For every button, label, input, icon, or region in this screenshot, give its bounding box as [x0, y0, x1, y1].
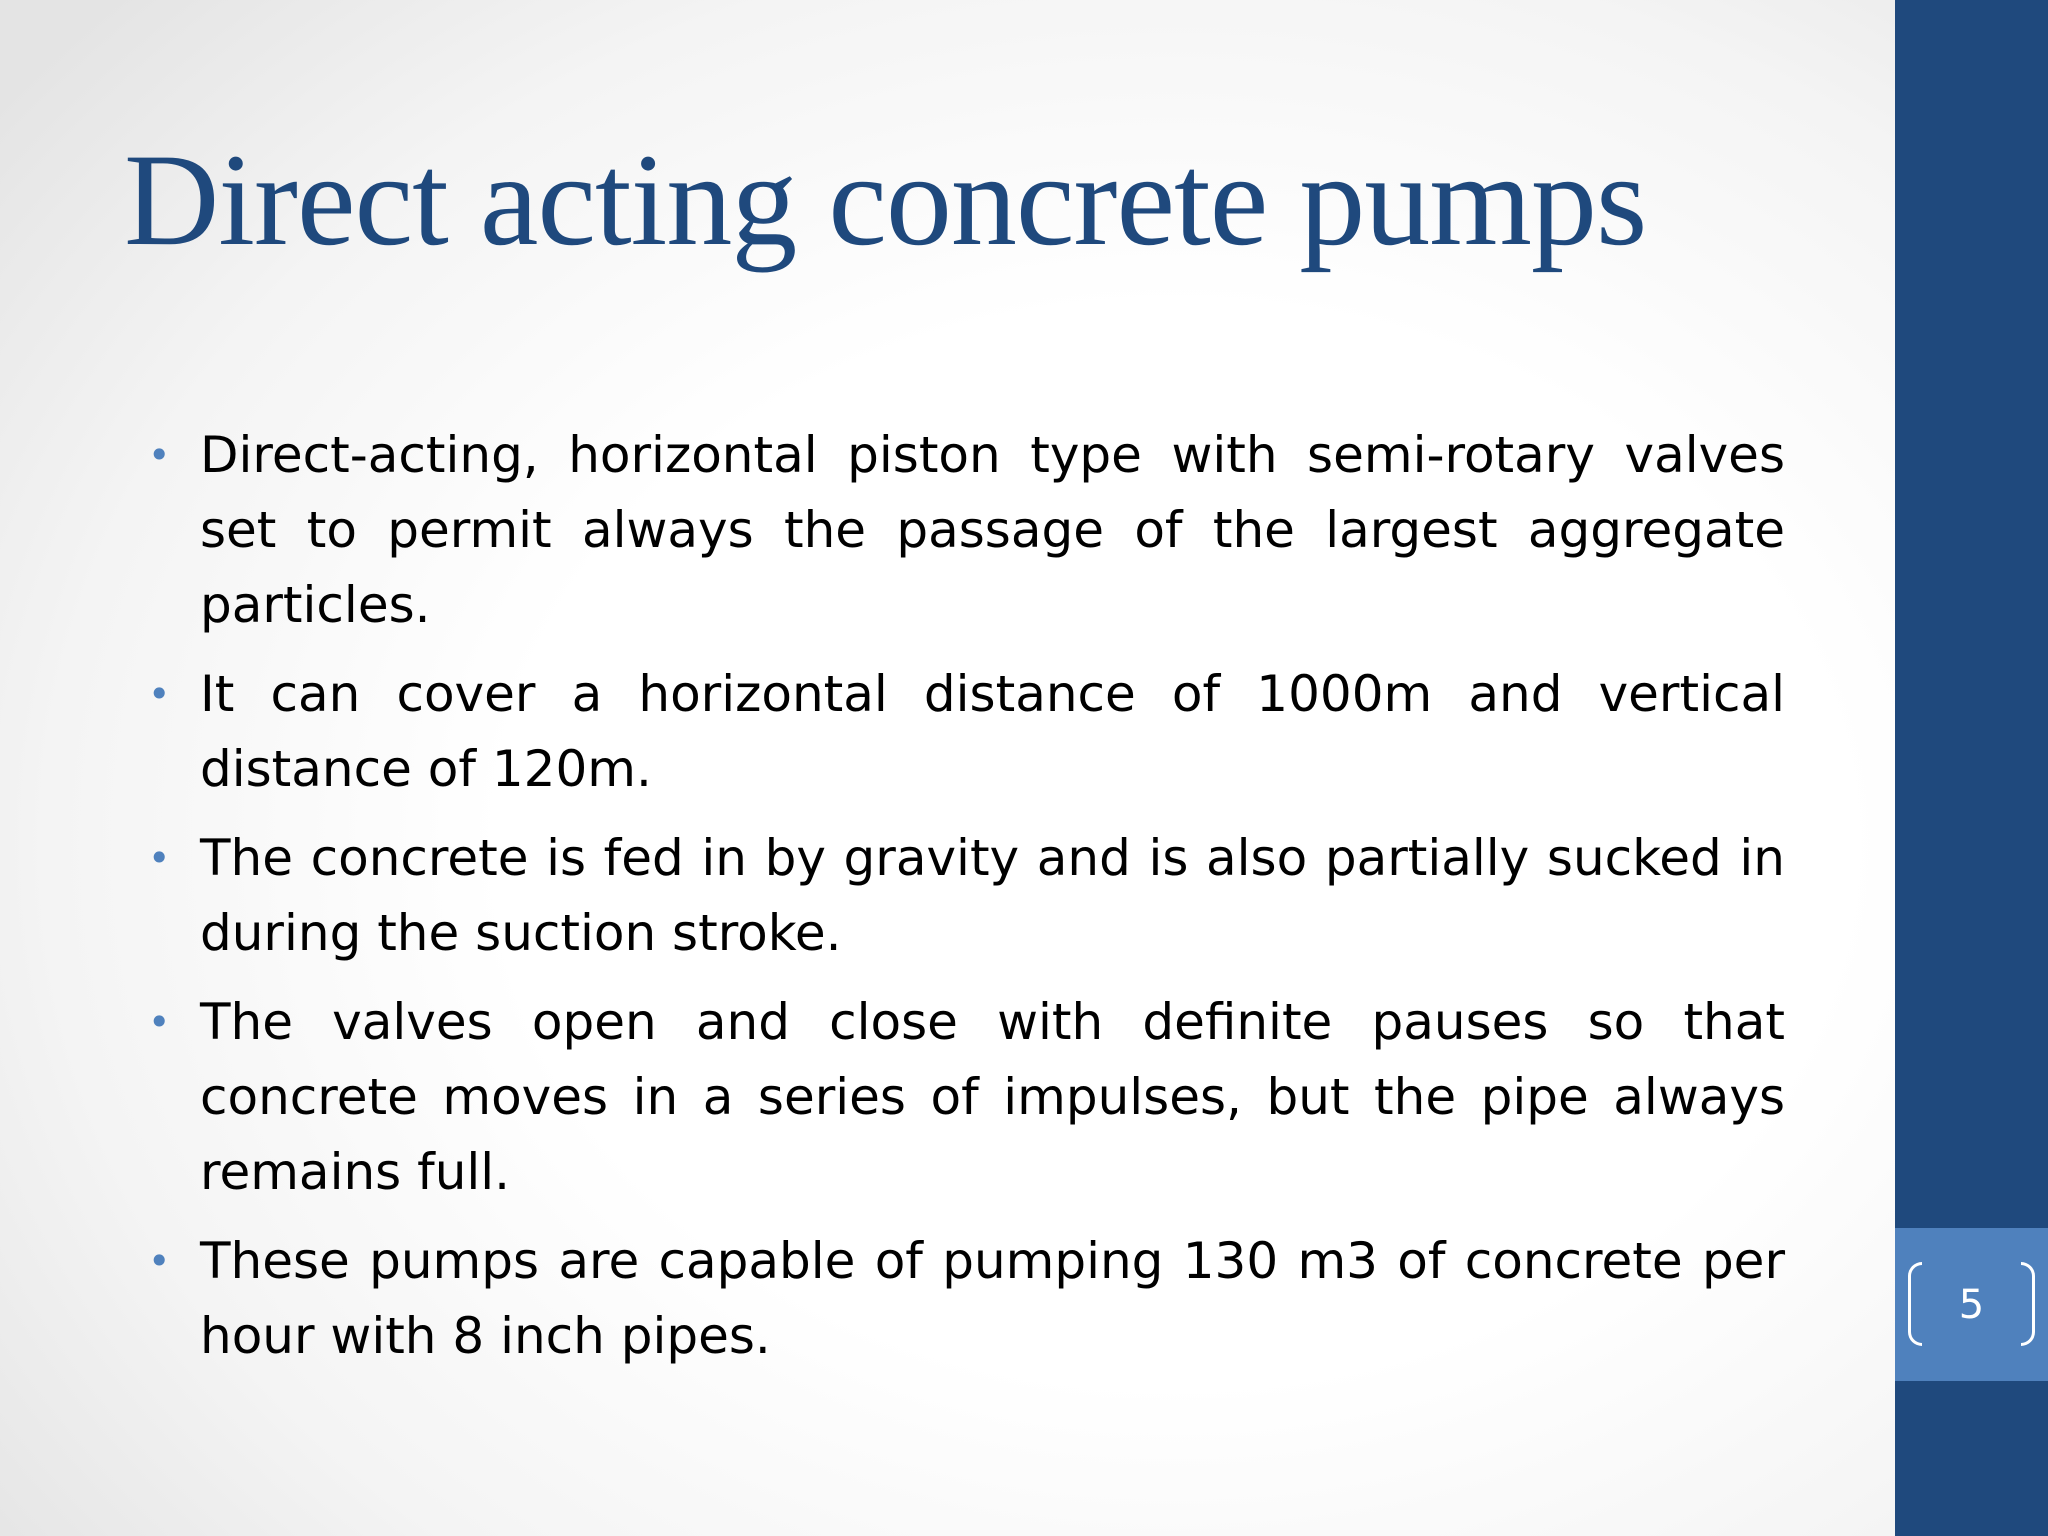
right-bracket-icon	[2021, 1262, 2035, 1346]
bullet-marker-icon: •	[148, 1000, 171, 1044]
bullet-marker-icon: •	[148, 836, 171, 880]
bullet-marker-icon: •	[148, 433, 171, 477]
bullet-marker-icon: •	[148, 1239, 171, 1283]
bullet-marker-icon: •	[148, 672, 171, 716]
bullet-text: These pumps are capable of pumping 130 m3 of concrete per hour with 8 inch pipes.	[200, 1232, 1785, 1365]
page-number-box	[1895, 1228, 2048, 1381]
bullet-item	[140, 657, 1785, 807]
bullet-list	[140, 418, 1785, 1388]
bullet-text: The valves open and close with definite pauses so that concrete moves in a series of impulses, but the pipe always remains full.	[200, 993, 1785, 1201]
bullet-text: Direct-acting, horizontal piston type with semi-rotary valves set to permit always the passage of the largest aggregate particles.	[200, 426, 1785, 634]
page-number: 5	[1958, 1281, 1985, 1328]
bullet-item	[140, 821, 1785, 971]
bullet-text: The concrete is fed in by gravity and is also partially sucked in during the suction stroke.	[200, 829, 1785, 962]
bullet-item	[140, 1224, 1785, 1374]
bullet-item	[140, 418, 1785, 643]
slide-title: Direct acting concrete pumps	[124, 126, 1647, 273]
bullet-item	[140, 985, 1785, 1210]
bullet-text: It can cover a horizontal distance of 1000m and vertical distance of 120m.	[200, 665, 1785, 798]
